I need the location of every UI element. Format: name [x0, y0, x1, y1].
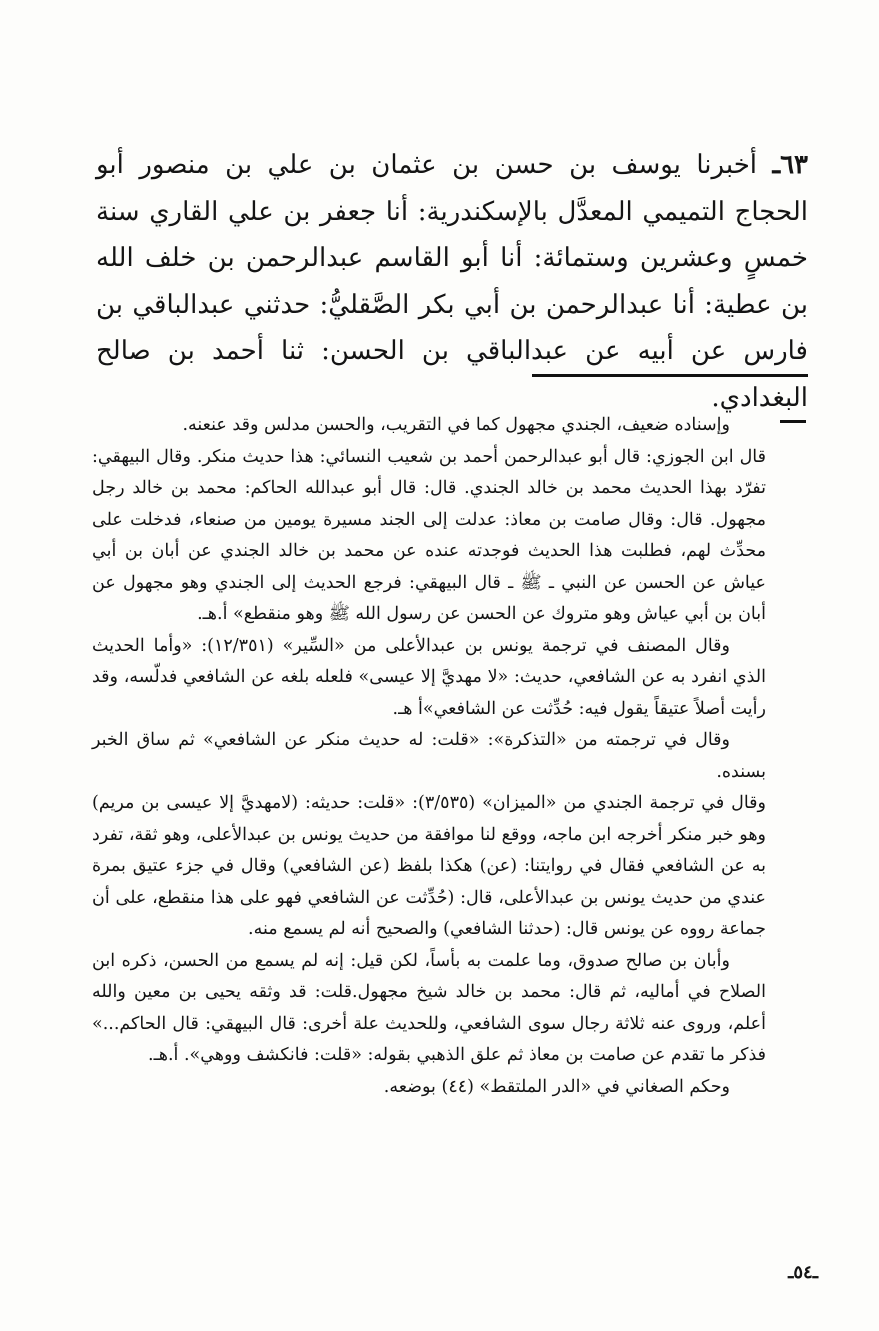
- footnote-paragraph: وقال المصنف في ترجمة يونس بن عبدالأعلى من «السِّير» (١٢/٣٥١): «وأما الحديث الذي انفرد به عن الشافعي، حديث: «لا مهديَّ إلا عيسى» فلعله بلغه عن الشافعي فدلّسه، وقد رأيت أصلاً عتيقاً يقول فيه: حُدِّثت عن الشافعي»أ هـ.: [92, 635, 766, 719]
- footnotes: [92, 410, 766, 1103]
- hadith-number: ٦٣ـ: [772, 150, 809, 180]
- hadith-body: أخبرنا يوسف بن حسن بن عثمان بن علي بن منصور أبو الحجاج التميمي المعدَّل بالإسكندرية: أنا جعفر بن علي القاري سنة خمسٍ وعشرين وستمائة: أنا أبو القاسم عبدالرحمن بن خلف الله بن عطية: أنا عبدالرحمن بن أبي بكر الصَّقليُّ: حدثني عبدالباقي بن فارس عن أبيه عن عبدالباقي بن الحسن: ثنا أحمد بن صالح البغدادي.: [96, 150, 808, 413]
- hadith-text: [96, 142, 808, 421]
- footnote-paragraph: وإسناده ضعيف، الجندي مجهول كما في التقريب، والحسن مدلس وقد عنعنه.: [182, 415, 730, 435]
- footnote-paragraph: وأبان بن صالح صدوق، وما علمت به بأساً، لكن قيل: إنه لم يسمع من الحسن، ذكره ابن الصلاح في أماليه، ثم قال: محمد بن خالد شيخ مجهول.قلت: قد وثقه يحيى بن معين والله أعلم، وروى عنه ثلاثة رجال سوى الشافعي، وللحديث علة أخرى: قال البيهقي: قال الحاكم...» فذكر ما تقدم عن صامت بن معاذ ثم علق الذهبي بقوله: «قلت: فانكشف ووهي». أ.هـ.: [92, 950, 766, 1065]
- footnote-paragraph: وقال في ترجمة الجندي من «الميزان» (٣/٥٣٥): «قلت: حديثه: (لامهديَّ إلا عيسى بن مريم) وهو خبر منكر أخرجه ابن ماجه، ووقع لنا موافقة من حديث يونس بن عبدالأعلى، وهو ثقة، تفرد به عن الشافعي فقال في روايتنا: (عن) هكذا بلفظ (عن الشافعي) وقال في جزء عتيق بمرة عندي من حديث يونس بن عبدالأعلى، قال: (حُدِّثت عن الشافعي فهو على هذا منقطع، على أن جماعة رووه عن يونس قال: (حدثنا الشافعي) والصحيح أنه لم يسمع منه.: [92, 793, 766, 939]
- footnote-paragraph: قال ابن الجوزي: قال أبو عبدالرحمن أحمد بن شعيب النسائي: هذا حديث منكر. وقال البيهقي: تفرّد بهذا الحديث محمد بن خالد الجندي. قال: قال أبو عبدالله الحاكم: محمد بن خالد رجل مجهول. قال: وقال صامت بن معاذ: عدلت إلى الجند مسيرة يومين من صنعاء، فدخلت على محدِّث لهم، فطلبت هذا الحديث فوجدته عنده عن محمد بن خالد الجندي عن أبان بن أبي عياش عن الحسن عن النبي ـ ﷺ ـ قال البيهقي: فرجع الحديث إلى الجندي وهو مجهول عن أبان بن أبي عياش وهو متروك عن الحسن عن رسول الله ﷺ وهو منقطع» أ.هـ.: [92, 446, 766, 624]
- footnote-paragraph: وقال في ترجمته من «التذكرة»: «قلت: له حديث منكر عن الشافعي» ثم ساق الخبر بسنده.: [92, 730, 766, 782]
- page-number: ـ٥٤ـ: [788, 1262, 818, 1283]
- hadith-paragraph: [96, 142, 808, 421]
- footnote-separator: [532, 374, 808, 377]
- footnote-marker: [780, 420, 806, 423]
- footnote-paragraph: وحكم الصغاني في «الدر الملتقط» (٤٤) بوضعه.: [383, 1076, 730, 1097]
